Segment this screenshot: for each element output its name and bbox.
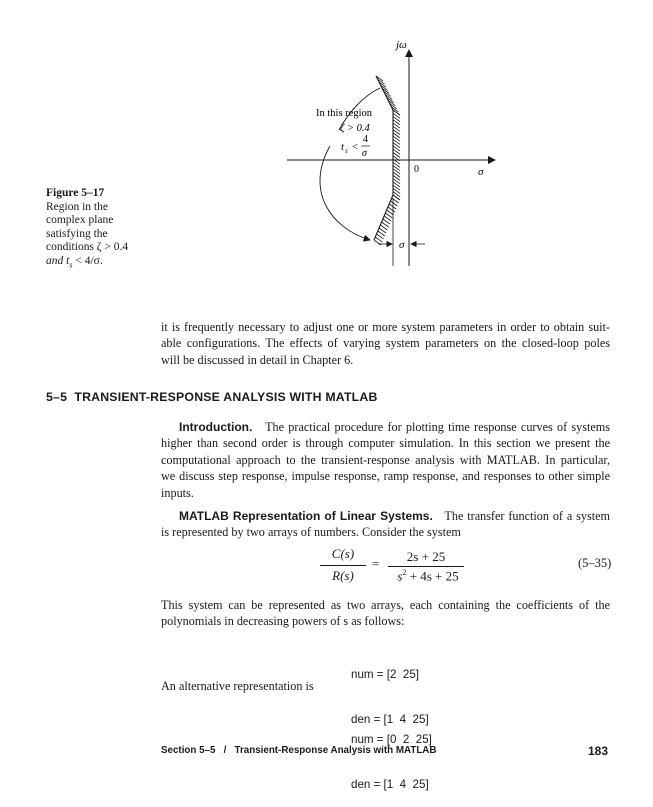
- imag-axis-label: jω: [396, 39, 407, 51]
- code-line: num = [2 25]: [351, 668, 419, 681]
- matlab-representation-heading: MATLAB Representation of Linear Systems.: [179, 509, 433, 523]
- text-line: polynomials in decreasing powers of s as follows:: [161, 614, 405, 629]
- section-number: 5–5: [46, 390, 68, 404]
- eq-lhs-numerator: C(s): [331, 546, 355, 561]
- arrays-paragraph: [161, 597, 610, 630]
- eq-lhs-bar: [320, 565, 366, 566]
- zeta-condition: ζ > 0.4: [340, 123, 370, 134]
- figure-caption-line: satisfying the: [46, 227, 108, 240]
- continuation-paragraph: [161, 319, 610, 368]
- transfer-function-equation: [318, 546, 618, 590]
- figure-caption-line: conditions ζ > 0.4: [46, 241, 129, 253]
- text-line: able configurations. The effects of varying system parameters on the closed-loop poles: [161, 336, 610, 351]
- text-line: we discuss step response, impulse response, ramp response, and responses to other simple: [161, 469, 610, 484]
- matlab-representation-paragraph: [161, 508, 610, 541]
- text-line: This system can be represented as two arrays, each containing the coefficients of the: [161, 598, 610, 612]
- text-line: higher than second order is through computer simulation. In this section we present the: [161, 436, 610, 451]
- text-line: inputs.: [161, 485, 194, 500]
- figure-caption: [46, 187, 156, 271]
- text-line: The practical procedure for plotting time response curves of systems: [265, 420, 610, 434]
- ts-num: 4: [363, 134, 368, 145]
- text-line: it is frequently necessary to adjust one or more system parameters in order to obtain suit-: [161, 320, 610, 334]
- region-label: In this region: [316, 108, 372, 119]
- eq-equals: =: [372, 556, 380, 571]
- section-heading: [46, 390, 378, 404]
- eq-rhs-denominator: $s^2 + 4s + 25$: [397, 568, 459, 584]
- ts-lhs: t: [341, 142, 344, 153]
- text-line: will be discussed in detail in Chapter 6.: [161, 352, 354, 367]
- origin-label: 0: [414, 164, 419, 175]
- text-line: is represented by two arrays of numbers. Consider the system: [161, 525, 461, 540]
- figure-caption-line: Region in the: [46, 200, 108, 213]
- eq-rhs-numerator: 2s + 25: [406, 549, 446, 564]
- page-number: 183: [588, 744, 609, 758]
- introduction-paragraph: [161, 419, 610, 501]
- figure-caption-line: complex plane: [46, 214, 114, 226]
- alternative-representation-text: An alternative representation is: [161, 679, 314, 693]
- region-boundary: [374, 76, 393, 240]
- code-line: den = [1 4 25]: [351, 778, 429, 791]
- running-footer: Section 5–5 / Transient-Response Analysis with MATLAB: [161, 745, 437, 756]
- eq-rhs-bar: [388, 566, 464, 567]
- code-line: num = [0 2 25]: [351, 733, 432, 746]
- code-line: den = [1 4 25]: [351, 713, 429, 726]
- ts-op: <: [352, 142, 358, 153]
- introduction-heading: Introduction.: [179, 420, 253, 434]
- figure-caption-title: Figure 5–17: [46, 187, 105, 199]
- section-title: TRANSIENT-RESPONSE ANALYSIS WITH MATLAB: [74, 390, 378, 404]
- eq-lhs-denominator: R(s): [332, 568, 354, 583]
- ts-sub: s: [345, 147, 348, 155]
- text-line: computational approach to the transient-response analysis with MATLAB. In particular,: [161, 452, 610, 467]
- text-line: The transfer function of a system: [444, 509, 610, 523]
- ts-den: σ: [362, 148, 367, 159]
- real-axis-label: σ: [478, 166, 484, 178]
- figure-caption-line: and $t_s < 4/\sigma$.: [46, 254, 103, 269]
- eq-label: (5–35): [578, 556, 612, 570]
- sigma-dimension-label: σ: [399, 239, 405, 251]
